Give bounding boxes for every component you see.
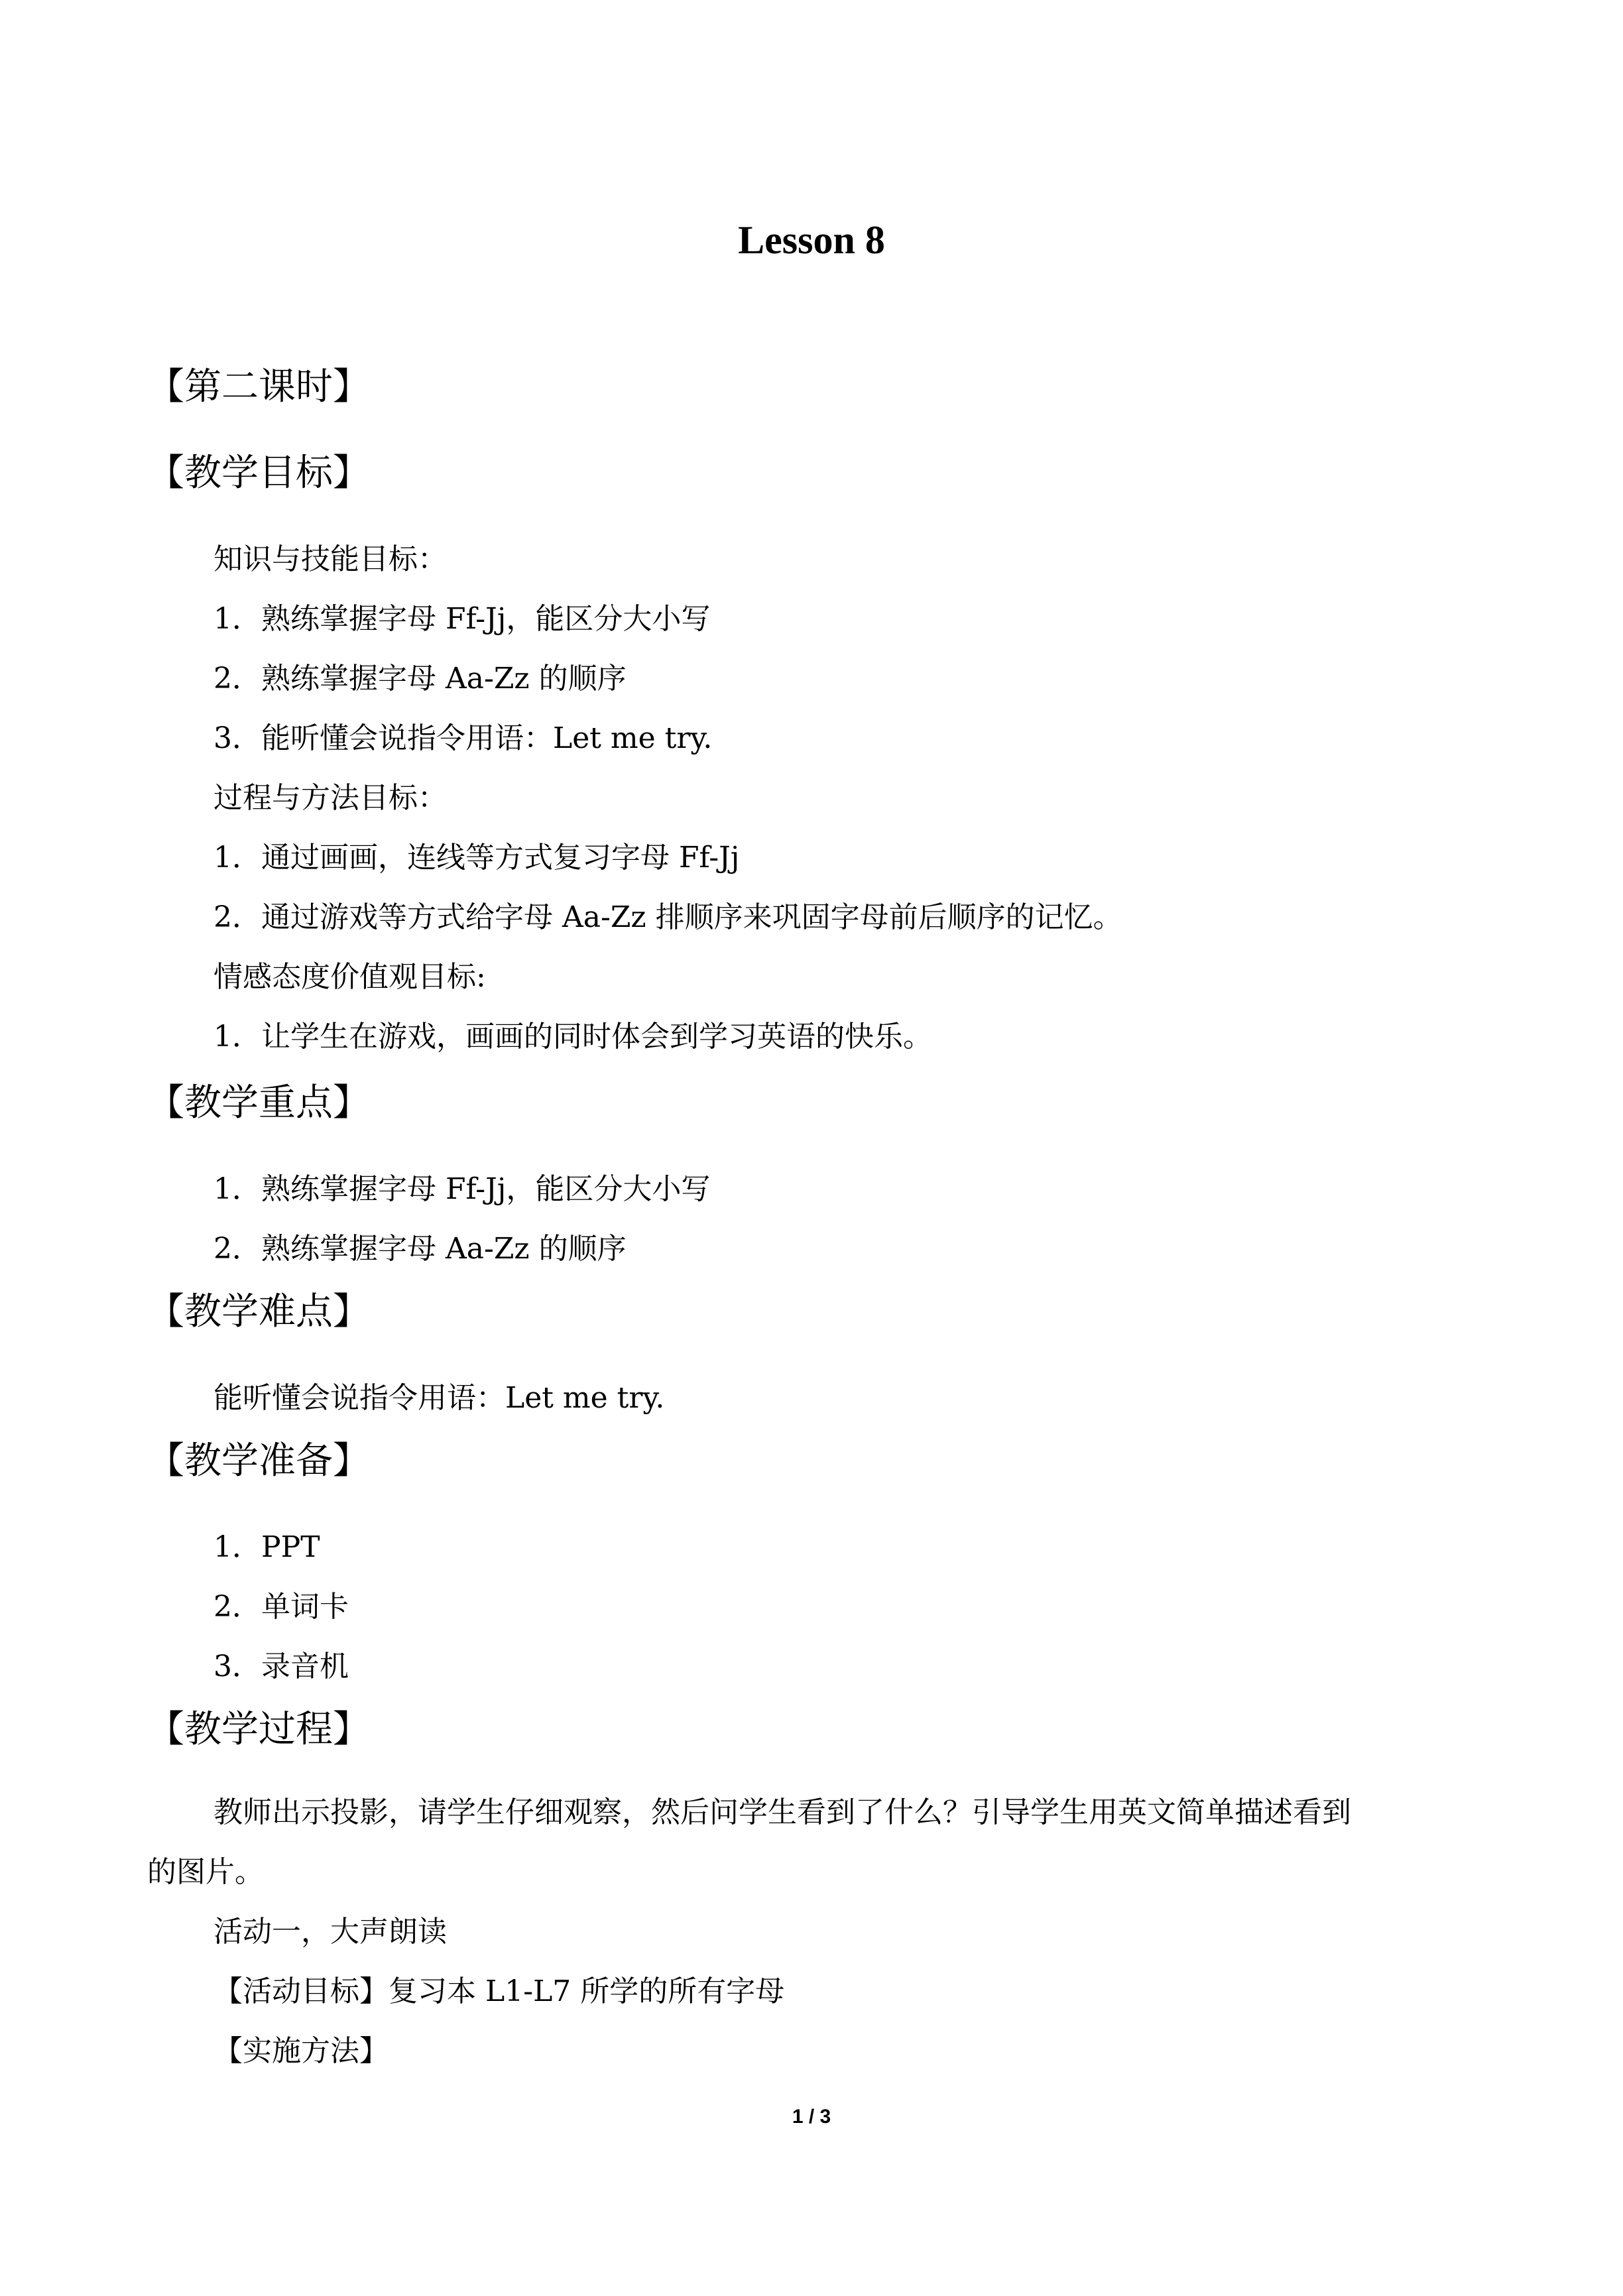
process-heading: 【教学过程】 [147, 1708, 370, 1751]
emotion-objective-item: 1．让学生在游戏，画画的同时体会到学习英语的快乐。 [213, 1020, 932, 1054]
key-point-item: 2．熟练掌握字母 Aa-Zz 的顺序 [213, 1232, 627, 1266]
knowledge-objectives-label: 知识与技能目标： [213, 542, 447, 576]
difficulties-heading: 【教学难点】 [147, 1290, 370, 1333]
preparation-item: 1．PPT [213, 1530, 320, 1564]
activity-method: 【实施方法】 [213, 2034, 389, 2068]
activity-goal: 【活动目标】复习本 L1-L7 所学的所有字母 [213, 1974, 785, 2008]
knowledge-objective-item: 2．熟练掌握字母 Aa-Zz 的顺序 [213, 662, 627, 695]
objectives-heading: 【教学目标】 [147, 452, 370, 495]
process-objective-item: 1．通过画画，连线等方式复习字母 Ff-Jj [213, 841, 740, 875]
emotion-objectives-label: 情感态度价值观目标: [213, 960, 486, 994]
difficulty-text: 能听懂会说指令用语：Let me try. [213, 1381, 665, 1415]
period-heading: 【第二课时】 [147, 365, 370, 408]
document-title: Lesson 8 [738, 218, 885, 262]
process-objective-item: 2．通过游戏等方式给字母 Aa-Zz 排顺序来巩固字母前后顺序的记忆。 [213, 900, 1122, 934]
knowledge-objective-item: 3．能听懂会说指令用语：Let me try. [213, 721, 713, 755]
knowledge-objective-item: 1．熟练掌握字母 Ff-Jj，能区分大小写 [213, 602, 711, 636]
process-intro-paragraph [147, 1793, 1486, 1892]
preparation-item: 2．单词卡 [213, 1590, 349, 1624]
process-intro-line: 的图片。 [147, 1855, 264, 1889]
page-number: 1 / 3 [792, 2106, 831, 2128]
key-point-item: 1．熟练掌握字母 Ff-Jj，能区分大小写 [213, 1172, 711, 1206]
process-objectives-label: 过程与方法目标： [213, 781, 447, 815]
key-points-heading: 【教学重点】 [147, 1081, 370, 1124]
preparation-heading: 【教学准备】 [147, 1439, 370, 1482]
process-intro-line: 教师出示投影，请学生仔细观察，然后问学生看到了什么？引导学生用英文简单描述看到 [213, 1795, 1351, 1829]
preparation-item: 3．录音机 [213, 1650, 349, 1683]
activity-title: 活动一，大声朗读 [213, 1915, 447, 1949]
